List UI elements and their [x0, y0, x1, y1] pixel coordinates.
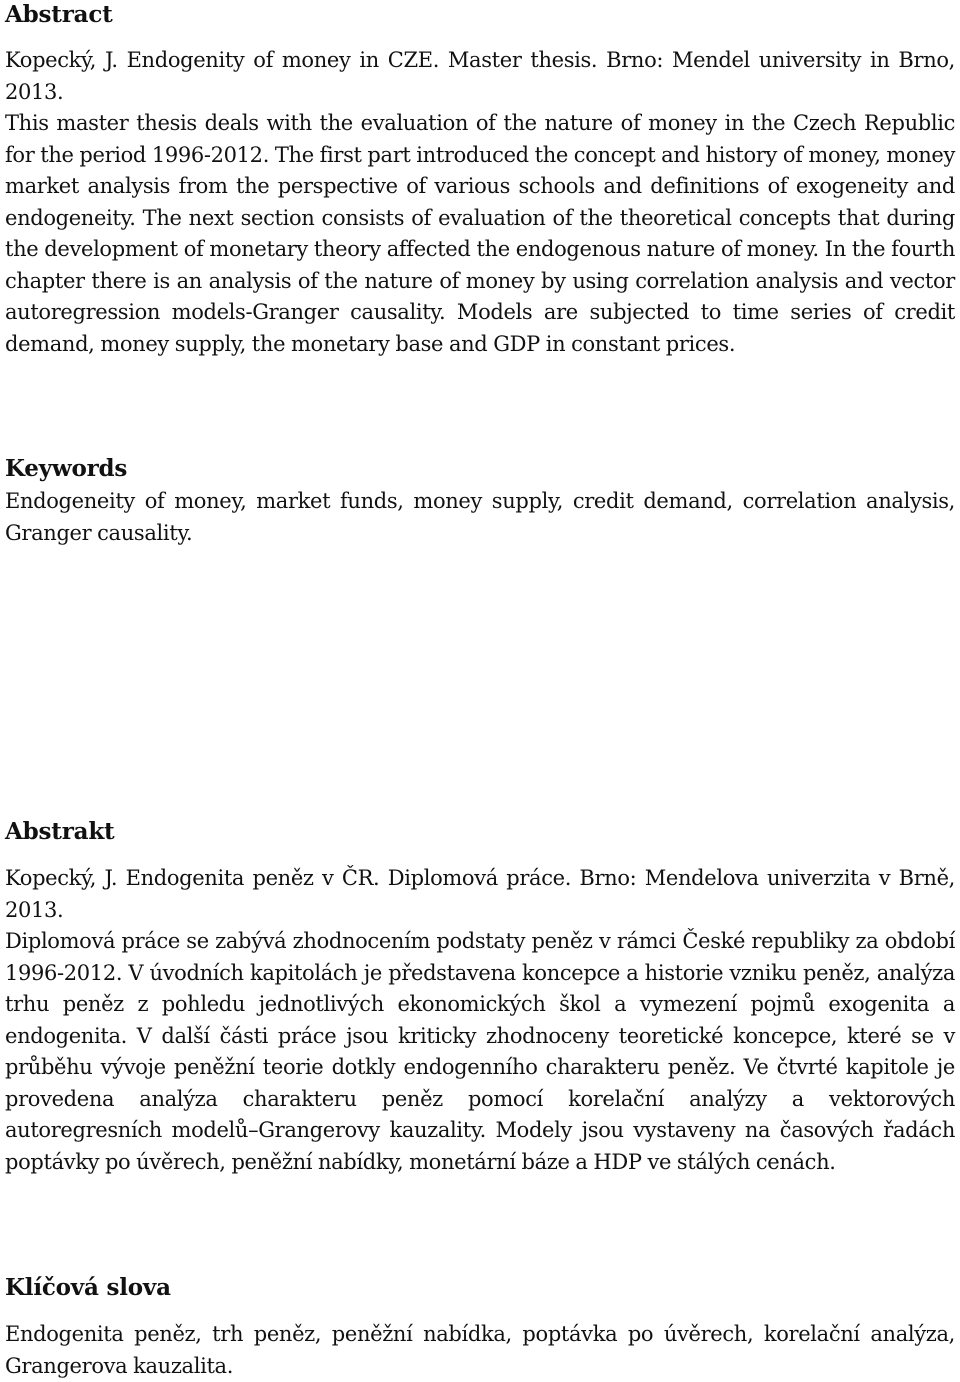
keywords-text: Endogeneity of money, market funds, money supply, credit demand, correlation analysis, Granger causality. — [5, 489, 955, 545]
klicova-slova-heading: Klíčová slova — [5, 1274, 171, 1301]
abstrakt-body: Diplomová práce se zabývá zhodnocením podstaty peněz v rámci České republiky za období 1996-2012. V úvodních kapitolách je představena koncepce a historie vzniku peněz, analýza trhu peněz z pohledu jednotlivých ekonomických škol a vymezení pojmů exogenita a endogenita. V další části práce jsou kriticky zhodnoceny teoretické koncepce, které se v průběhu vývoje peněžní teorie dotkly endogenního charakteru peněz. Ve čtvrté kapitole je provedena analýza charakteru peněz pomocí korelační analýzy a vektorových autoregresních modelů–Grangerovy kauzality. Modely jsou vystaveny na časových řadách poptávky po úvěrech, peněžní nabídky, monetární báze a HDP ve stálých cenách. — [5, 929, 955, 1174]
keywords-section — [5, 486, 955, 549]
abstract-section — [5, 45, 955, 360]
abstrakt-section — [5, 863, 955, 1178]
klicova-slova-section — [5, 1319, 955, 1382]
abstrakt-heading: Abstrakt — [5, 818, 115, 845]
klicova-slova-text: Endogenita peněz, trh peněz, peněžní nabídka, poptávka po úvěrech, korelační analýza, Grangerova kauzalita. — [5, 1322, 955, 1378]
abstrakt-citation: Kopecký, J. Endogenita peněz v ČR. Diplomová práce. Brno: Mendelova univerzita v Brně, 2013. — [5, 866, 955, 922]
keywords-heading: Keywords — [5, 455, 128, 482]
abstract-heading: Abstract — [5, 1, 113, 28]
abstract-body: This master thesis deals with the evaluation of the nature of money in the Czech Republic for the period 1996-2012. The first part introduced the concept and history of money, money market analysis from the perspective of various schools and definitions of exogeneity and endogeneity. The next section consists of evaluation of the theoretical concepts that during the development of monetary theory affected the endogenous nature of money. In the fourth chapter there is an analysis of the nature of money by using correlation analysis and vector autoregression models-Granger causality. Models are subjected to time series of credit demand, money supply, the monetary base and GDP in constant prices. — [5, 111, 955, 356]
abstract-citation: Kopecký, J. Endogenity of money in CZE. Master thesis. Brno: Mendel university in Brno, 2013. — [5, 48, 955, 104]
